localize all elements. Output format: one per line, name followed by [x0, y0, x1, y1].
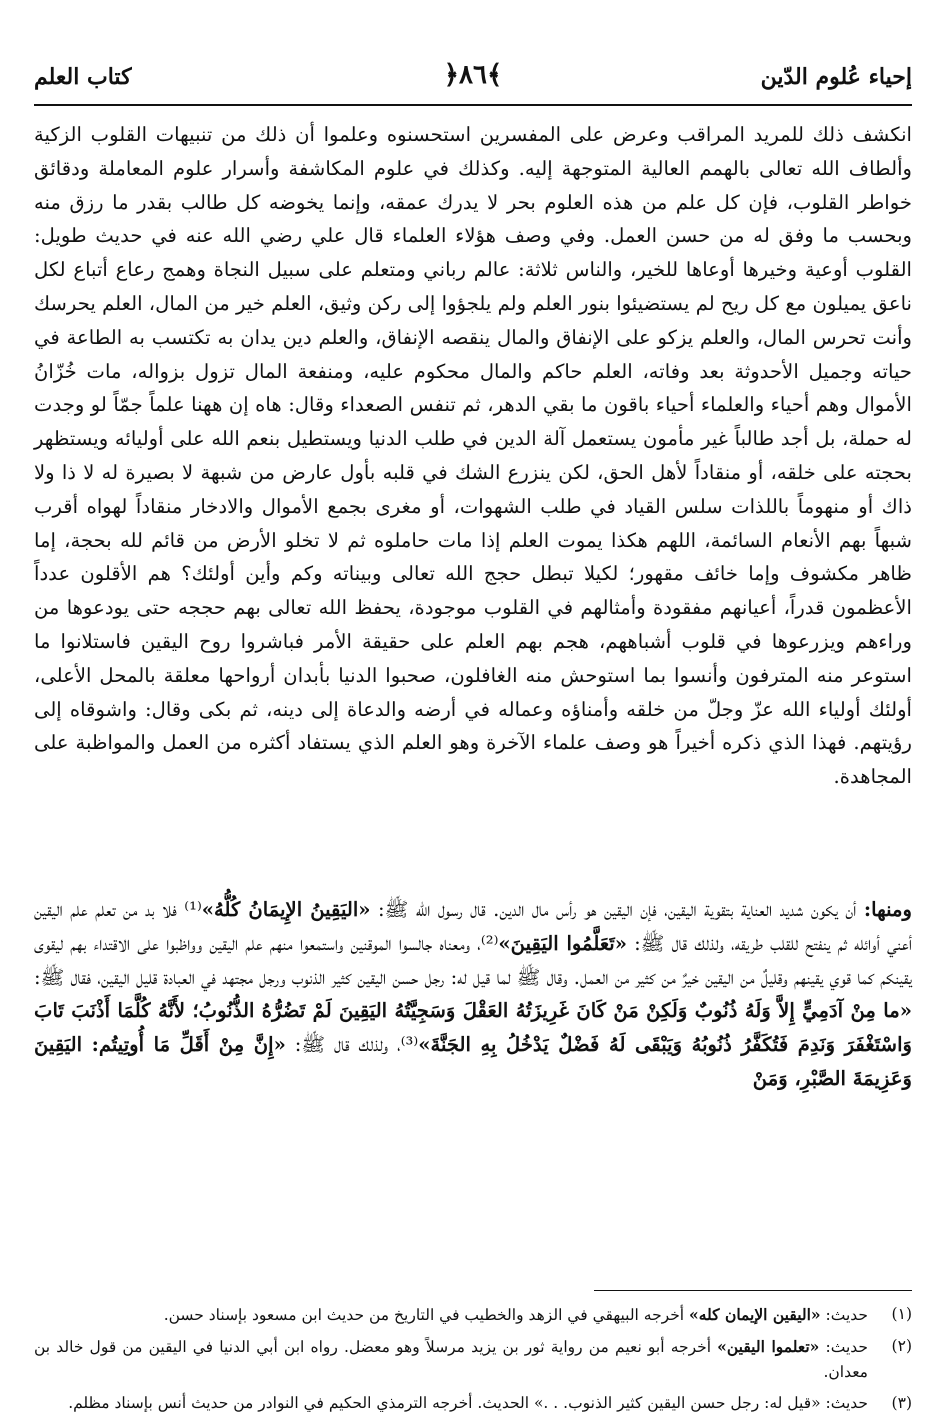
paragraph-2-segment-1: أن يكون شديد العناية بتقوية اليقين، فإن اليقين هو رأس مال الدين. قال رسول الله ﷺ:: [370, 898, 864, 921]
page-number: ﴿٨٦﴾: [443, 60, 503, 90]
footnote-number: (٣): [891, 1394, 912, 1412]
footnote-number: (١): [891, 1305, 912, 1323]
hadith-quote-2: «تَعَلَّمُوا اليَقِينَ»: [498, 931, 627, 955]
paragraph-2-segment-3: ⁽²⁾، ومعناه جالسوا الموقنين واستمعوا منهم علم اليقين وواظبوا على الاقتداء بهم ليقوى يقينكم كما قوي يقينهم وقليلٌ من اليقين خيرٌ من كثير من العمل. وقال ﷺ لما قيل له: رجل حسن اليقين كثير الذنوب ورجل مجتهد في العبادة قليل اليقين، فقال ﷺ:: [34, 931, 912, 989]
paragraph-2-lead: ومنها:: [863, 898, 912, 921]
section-title: كتاب العلم: [34, 64, 132, 90]
footnote-hadith-label: «تعلموا اليقين»: [717, 1337, 820, 1356]
footnote-number: (٢): [891, 1337, 912, 1355]
paragraph-1: انكشف ذلك للمريد المراقب وعرض على المفسرين استحسنوه وعلموا أن ذلك من تنبيهات القلوب الزكية وألطاف الله تعالى بالهمم العالية المتوجهة إليه. وكذلك في علوم المكاشفة وأسرار علوم المعاملة ودقائق خواطر القلوب، فإن كل علم من هذه العلوم بحر لا يدرك عمقه، وإنما يخوضه كل طالب بقدر ما رزق منه وبحسب ما وفق له من حسن العمل. وفي وصف هؤلاء العلماء قال علي رضي الله عنه في حديث طويل: القلوب أوعية وخيرها أوعاها للخير، والناس ثلاثة: عالم رباني ومتعلم على سبيل النجاة وهمج رعاع أتباع لكل ناعق يميلون مع كل ريح لم يستضيئوا بنور العلم ولم يلجؤوا إلى ركن وثيق، العلم خير من المال، العلم يحرسك وأنت تحرس المال، والعلم يزكو على الإنفاق والمال ينقصه الإنفاق، والعلم دين يدان به تكتسب به الطاعة في حياته وجميل الأحدوثة بعد وفاته، العلم حاكم والمال محكوم عليه، ومنفعة المال تزول بزواله، مات خُزّانُ الأموال وهم أحياء والعلماء أحياء باقون ما بقي الدهر، ثم تنفس الصعداء وقال: هاه إن ههنا علماً جمّاً لو وجدت له حملة، بل أجد طالباً غير مأمون يستعمل آلة الدين في طلب الدنيا ويستطيل بنعم الله على أوليائه ويستظهر بحجته على خلقه، أو منقاداً لأهل الحق، لكن ينزرع الشك في قلبه بأول عارض من شبهة لا بصيرة له لا ذا ولا ذاك أو منهوماً باللذات سلس القياد في طلب الشهوات، أو مغرى بجمع الأموال والادخار منقاداً لهواه أقرب شبهاً بهم الأنعام السائمة، اللهم هكذا يموت العلم إذا مات حاملوه ثم لا تخلو الأرض من قائم لله بحجة، إما ظاهر مكشوف وإما خائف مقهور؛ لكيلا تبطل حجج الله تعالى وبيناته وكم وأين أولئك؟ هم الأقلون عدداً الأعظمون قدراً، أعيانهم مفقودة وأمثالهم في القلوب موجودة، يحفظ الله تعالى بهم حججه حتى يودعوها من وراءهم ويزرعوها في قلوب أشباههم، هجم بهم العلم على حقيقة الأمر فباشروا روح اليقين فاستلانوا ما استوعر منه المترفون وأنسوا بما استوحش منه الغافلون، صحبوا الدنيا بأبدان أرواحها معلقة بالمحل الأعلى، أولئك أولياء الله عزّ وجلّ من خلقه وأمناؤه وعماله في أرضه والدعاة إلى دينه، ثم بكى وقال: واشوقاه إلى رؤيتهم. فهذا الذي ذكره أخيراً هو وصف علماء الآخرة وهو العلم الذي يستفاد أكثره من العمل والمواظبة على المجاهدة.: [34, 123, 913, 789]
paragraph-2-segment-4: ⁽³⁾، ولذلك قال ﷺ:: [285, 1033, 419, 1057]
footnote: [34, 1334, 912, 1385]
book-title: إحياء عُلوم الدّين: [760, 64, 912, 90]
footnote: [34, 1302, 912, 1328]
footnote-rule: [594, 1290, 912, 1291]
footnote-hadith-label: «اليقين الإيمان كله»: [689, 1305, 821, 1324]
page-header: [34, 58, 912, 98]
hadith-quote-4: «إِنَّ مِنْ أَقَلِّ مَا أُوتِيتُم: اليَقِينَ وَعَزِيمَةَ الصَّبْرِ، وَمَنْ: [34, 1033, 912, 1090]
hadith-quote-3: «ما مِنْ آدَمِيٍّ إِلاَّ وَلَهُ ذُنُوبٌ وَلَكِنْ مَنْ كَانَ غَرِيزَتُهُ العَقْلَ وَسَجِيَّتُهُ اليَقِينَ لَمْ تَضُرُّهُ الذُّنُوبُ؛ لأَنَّهُ كُلَّمَا أَذْنَبَ تَابَ وَاسْتَغْفَرَ وَنَدِمَ فَتُكَفَّرُ ذُنُوبُهُ وَيَبْقَى لَهُ فَضْلٌ يَدْخُلُ بِهِ الجَنَّةَ»: [34, 999, 913, 1057]
footnote-text: حديث: «قيل له: رجل حسن اليقين كثير الذنوب. . .» الحديث. أخرجه الترمذي الحكيم في النوادر من حديث أنس بإسناد مظلم.: [68, 1394, 868, 1412]
header-rule: [34, 104, 912, 106]
footnote-text: حديث: «تعلموا اليقين» أخرجه أبو نعيم من رواية ثور بن يزيد مرسلاً وهو معضل. رواه ابن أبي الدنيا في اليقين من قول خالد بن معدان.: [34, 1337, 868, 1381]
main-text-block: [34, 118, 912, 794]
footnote: [34, 1391, 912, 1416]
hadith-quote-1: «اليَقِينُ الإِيمَانُ كُلُّهُ»: [201, 898, 371, 921]
paragraph-2-segment-2: ⁽¹⁾ فلا بد من تعلم علم اليقين أعني أوائله ثم ينفتح للقلب طريقه، ولذلك قال ﷺ:: [34, 898, 912, 955]
footnotes: [34, 1302, 912, 1422]
footnote-text: حديث: «اليقين الإيمان كله» أخرجه البيهقي في الزهد والخطيب في التاريخ من حديث ابن مسعود بإسناد حسن.: [163, 1305, 868, 1324]
main-text-block-2: [34, 893, 912, 1096]
